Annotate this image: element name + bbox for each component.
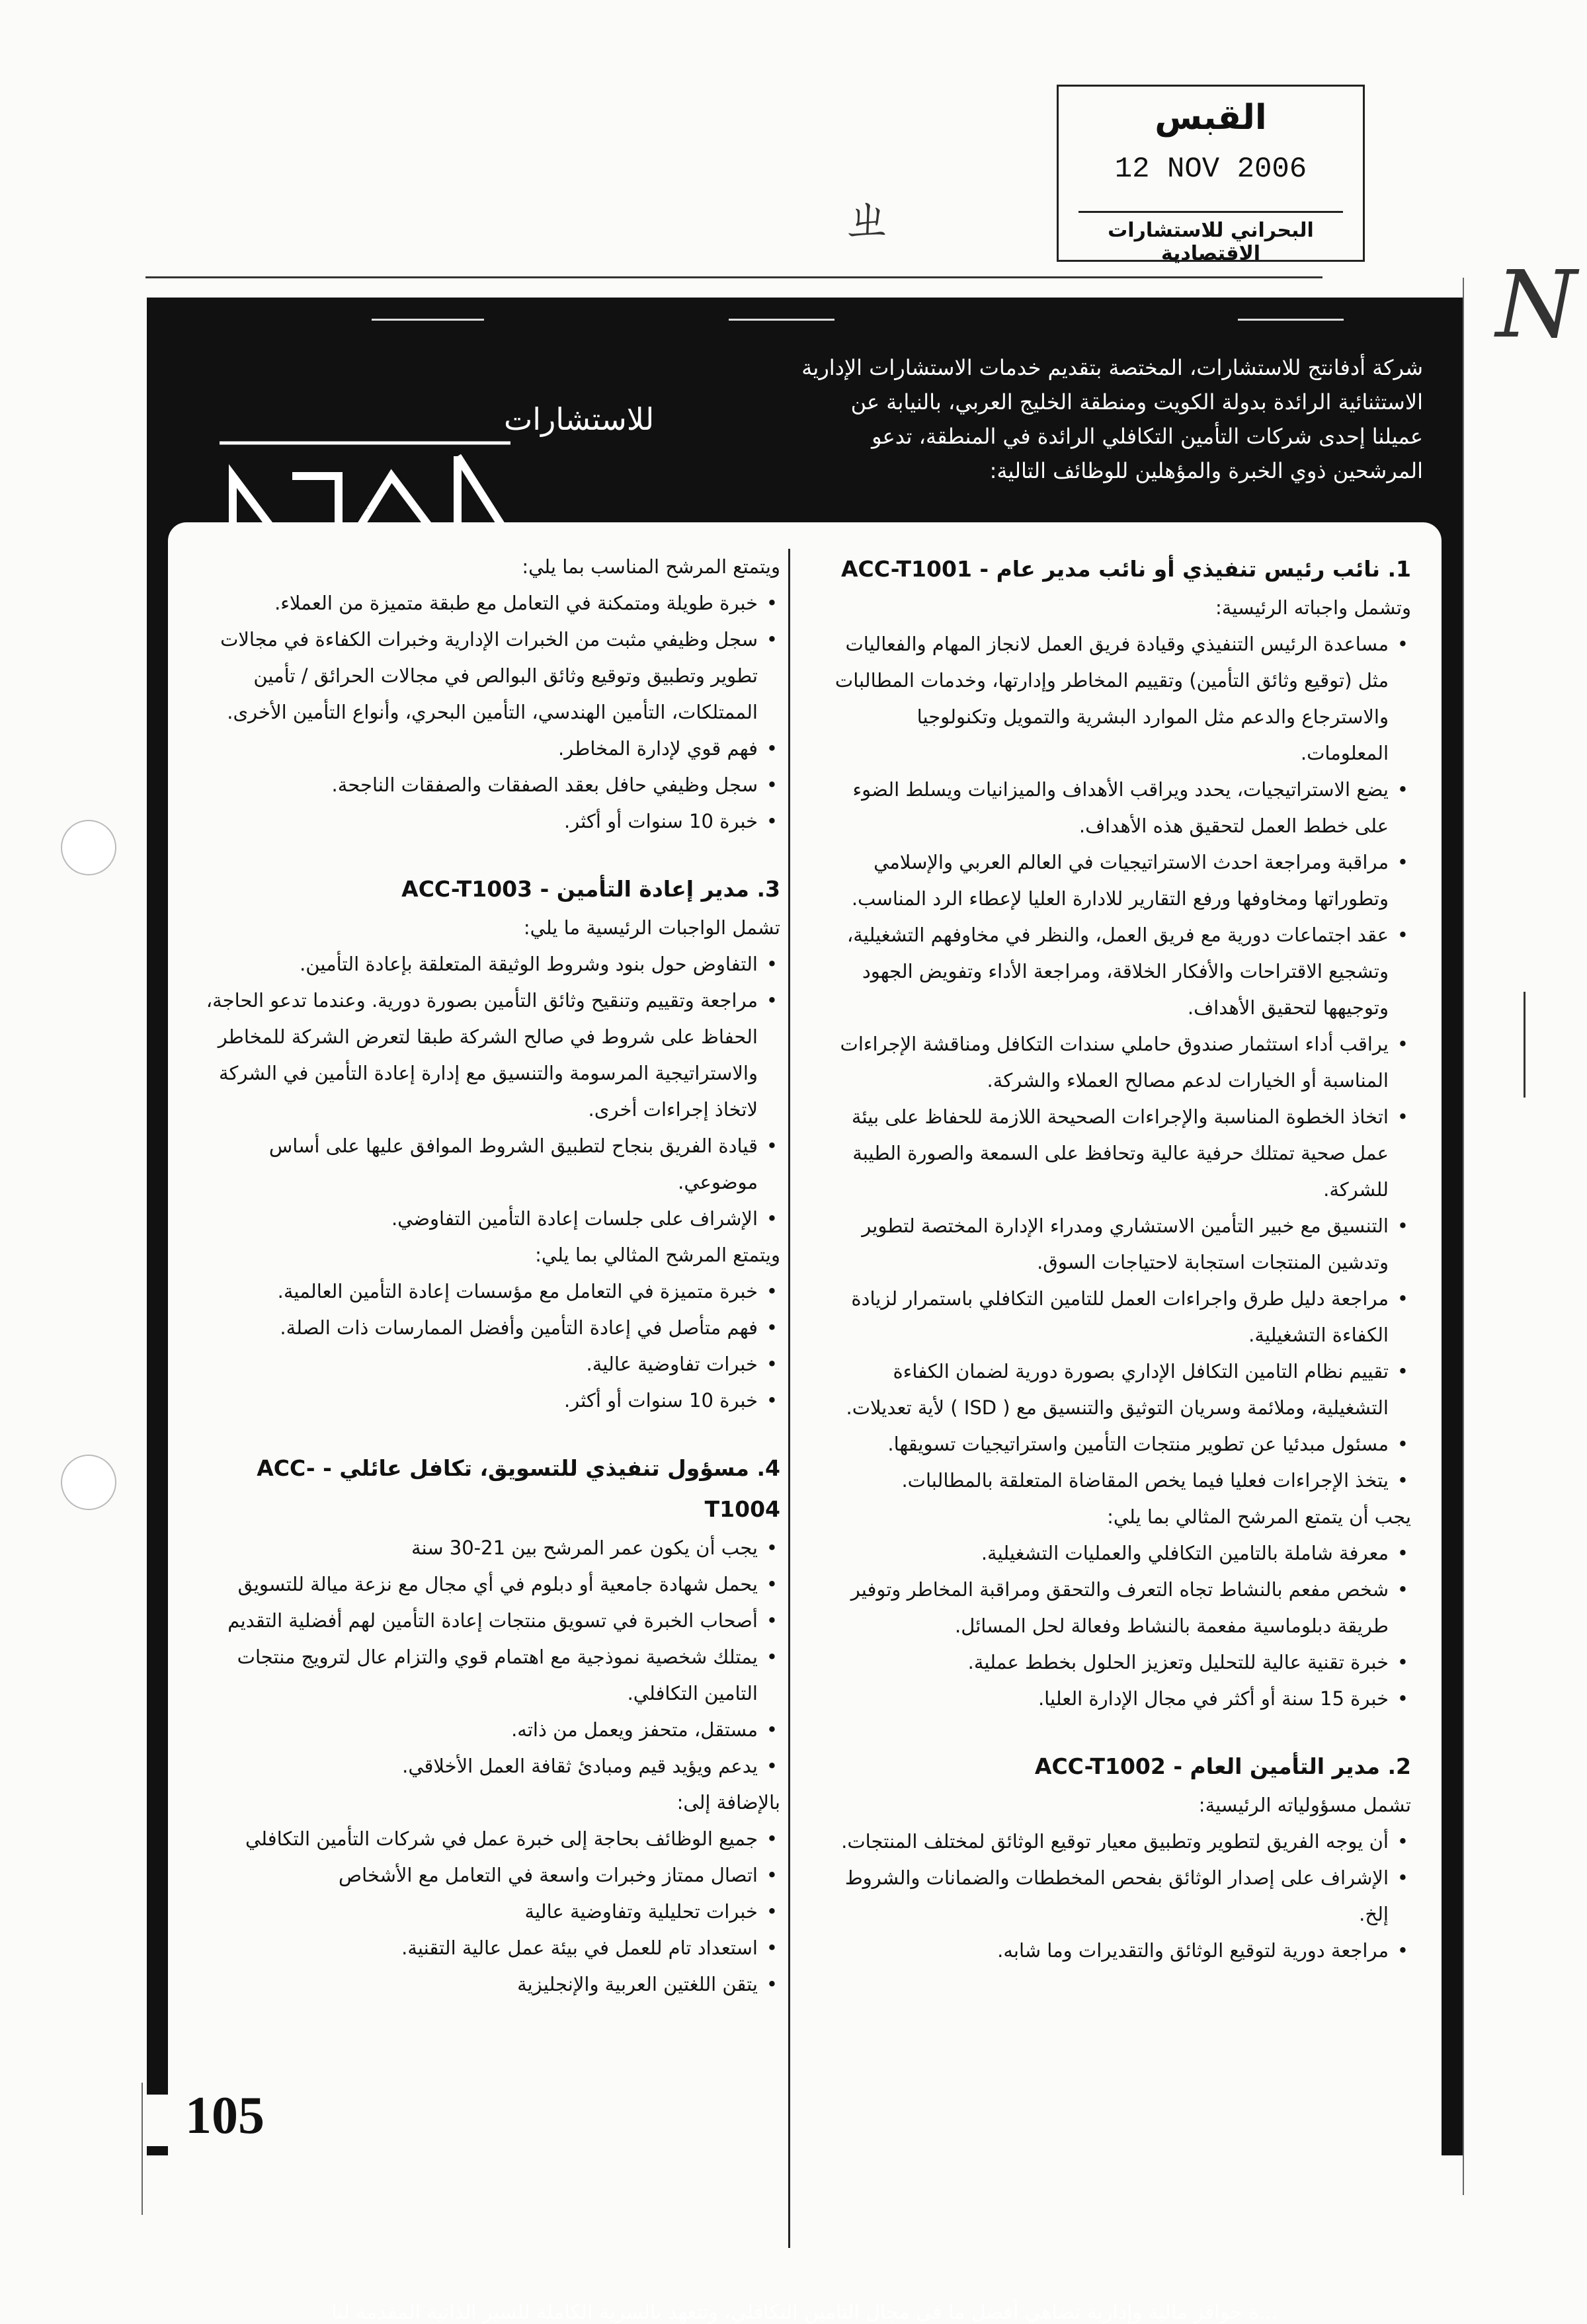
list-item: • الإشراف على جلسات إعادة التأمين التفاوضي.: [205, 1201, 758, 1237]
logo-subtitle: للاستشارات: [504, 401, 655, 437]
list-item: • أن يوجه الفريق لتطوير وتطبيق معيار توقيع الوثائق لمختلف المنتجات.: [829, 1823, 1389, 1860]
list-item: • سجل وظيفي حافل بعقد الصفقات والصفقات الناجحة.: [205, 767, 758, 803]
requirements-list: [829, 1535, 1411, 1717]
job-title: 4. مسؤول تنفيذي للتسويق، تكافل عائلي - ACC-T1004: [257, 1455, 780, 1522]
duties-list: [205, 946, 780, 1237]
list-item: • خبرة 15 سنة أو أكثر في مجال الإدارة العليا.: [829, 1681, 1389, 1717]
list-item: • خبرة متميزة في التعامل مع مؤسسات إعادة التأمين العالمية.: [205, 1273, 758, 1310]
extra-list: [205, 1821, 780, 2003]
list-item: • مراجعة وتقييم وتنقيح وثائق التأمين بصورة دورية. وعندما تدعو الحاجة، الحفاظ على شروط في صالح الشركة طبقا لتعرض الشركة للمخاطر والاستراتيجية المرسومة والتنسيق مع إدارة إعادة التأمين في الشركة لاتخاذ إجراءات أخرى.: [205, 982, 758, 1128]
list-item: • يراقب أداء استثمار صندوق حاملي سندات التكافل ومناقشة الإجراءات المناسبة أو الخيارات لدعم مصالح العملاء والشركة.: [829, 1026, 1389, 1099]
stamp-divider: [1078, 211, 1343, 213]
top-rule: [145, 276, 1322, 278]
handwritten-mark: ㄓ: [841, 188, 894, 249]
banner-rule: [372, 319, 484, 321]
column-divider: [788, 549, 790, 2248]
handwritten-letter: N: [1496, 251, 1577, 359]
job-title: 3. مدير إعادة التأمين - ACC-T1003: [401, 876, 780, 902]
stamp-date: 12 NOV 2006: [1114, 153, 1307, 186]
list-item: • سجل وظيفي مثبت من الخبرات الإدارية وخبرات الكفاءة في مجالات تطوير وتطبيق وتوقيع وثائق البوالص في مجالات الحرائق / تأمين الممتلكات، التأمين الهندسي، التأمين البحري، وأنواع التأمين الأخرى.: [205, 621, 758, 731]
list-item: • يدعم ويؤيد قيم ومبادئ ثقافة العمل الأخلاقي.: [205, 1748, 758, 1784]
list-item: • معرفة شاملة بالتامين التكافلي والعمليات التشغيلية.: [829, 1535, 1389, 1572]
section-intro: تشمل الواجبات الرئيسية ما يلي:: [523, 916, 780, 939]
section-intro: ويتمتع المرشح المثالي بما يلي:: [535, 1244, 780, 1266]
section-intro: تشمل مسؤولياته الرئيسية:: [1198, 1794, 1411, 1816]
list-item: • جميع الوظائف بحاجة إلى خبرة عمل في شركات التأمين التكافلي: [205, 1821, 758, 1857]
job-title: 1. نائب رئيس تنفيذي أو نائب مدير عام - ACC-T1001: [840, 556, 1411, 582]
list-item: • يمتلك شخصية نموذجية مع اهتمام قوي والتزام عال لترويج منتجات التامين التكافلي.: [205, 1639, 758, 1712]
list-item: • يحمل شهادة جامعية أو دبلوم في أي مجال مع نزعة ميالة للتسويق: [205, 1566, 758, 1603]
advertisement-block: [147, 298, 1463, 2324]
list-item: • مستقل، متحفز ويعمل من ذاته.: [205, 1712, 758, 1748]
list-item: • مراجعة دورية لتوقيع الوثائق والتقديرات وما شابه.: [829, 1933, 1389, 1969]
stamp-footer: البحراني للاستشارات الاقتصادية: [1108, 219, 1314, 265]
list-item: • قيادة الفريق بنجاح لتطبيق الشروط الموافق عليها على أساس موضوعي.: [205, 1128, 758, 1201]
list-item: • استعداد تام للعمل في بيئة عمل عالية التقنية.: [205, 1930, 758, 1966]
punch-hole-top: [61, 820, 116, 875]
list-item: • أصحاب الخبرة في تسويق منتجات إعادة التأمين لهم أفضلية التقديم: [205, 1603, 758, 1639]
list-item: • الإشراف على إصدار الوثائق بفحص المخططات والضمانات والشروط إلخ.: [829, 1860, 1389, 1933]
list-item: • اتخاذ الخطوة المناسبة والإجراءات الصحيحة اللازمة للحفاظ على بيئة عمل صحية تمتلك حرفية عالية وتحافظ على السمعة والصورة الطيبة للشركة.: [829, 1099, 1389, 1208]
list-item: • خبرة 10 سنوات أو أكثر.: [205, 1382, 758, 1419]
banner-rule: [729, 319, 834, 321]
list-item: • خبرات تفاوضية عالية.: [205, 1346, 758, 1382]
list-item: • خبرة طويلة ومتمكنة في التعامل مع طبقة متميزة من العملاء.: [205, 585, 758, 621]
job-title: 2. مدير التأمين العام - ACC-T1002: [1034, 1753, 1411, 1779]
requirements-list: [205, 1273, 780, 1419]
list-item: • خبرة تقنية عالية للتحليل وتعزيز الحلول بخطط عملية.: [829, 1644, 1389, 1681]
requirements-list: [205, 1530, 780, 1784]
logo-text: أدفانتج: [365, 508, 369, 510]
list-item: • يتقن اللغتين العربية والإنجليزية: [205, 1966, 758, 2003]
section-intro: يجب أن يتمتع المرشح المثالي بما يلي:: [1107, 1505, 1411, 1528]
list-item: • تقييم نظام التامين التكافل الإداري بصورة دورية لضمان الكفاءة التشغيلية، وملائمة وسريان التوثيق والتنسيق مع ( ISD ) لأية تعديلات.: [829, 1353, 1389, 1426]
banner-rule: [1238, 319, 1344, 321]
requirements-list: [205, 585, 780, 840]
list-item: • شخص مفعم بالنشاط تجاه التعرف والتحقق ومراقبة المخاطر وتوفير طريقة دبلوماسية مفعمة بالنشاط وفعالة لحل المسائل.: [829, 1572, 1389, 1644]
list-item: • مراجعة دليل طرق واجراءات العمل للتامين التكافلي باستمرار لزيادة الكفاءة التشغيلية.: [829, 1281, 1389, 1353]
page-number: 105: [185, 2087, 264, 2145]
list-item: • يجب أن يكون عمر المرشح بين 21-30 سنة: [205, 1530, 758, 1566]
list-item: • خبرات تحليلية وتفاوضية عالية: [205, 1894, 758, 1930]
crop-line-right: [1463, 278, 1464, 2195]
list-item: • فهم قوي لإدارة المخاطر.: [205, 731, 758, 767]
content-panel: [168, 522, 1442, 2281]
margin-bracket: [1514, 992, 1526, 1098]
list-item: • فهم متأصل في إعادة التأمين وأفضل الممارسات ذات الصلة.: [205, 1310, 758, 1346]
list-item: • اتصال ممتاز وخبرات واسعة في التعامل مع الأشخاص: [205, 1857, 758, 1894]
section-intro: ويتمتع المرشح المناسب بما يلي:: [522, 555, 780, 578]
list-item: • التنسيق مع خبير التأمين الاستشاري ومدراء الإدارة المختصة لتطوير وتدشين المنتجات استجابة لاحتياجات السوق.: [829, 1208, 1389, 1281]
list-item: • التفاوض حول بنود وشروط الوثيقة المتعلقة بإعادة التأمين.: [205, 946, 758, 982]
list-item: • مسئول مبدئيا عن تطوير منتجات التأمين واستراتيجيات تسويقها.: [829, 1426, 1389, 1463]
right-column: [829, 549, 1411, 1969]
punch-hole-bottom: [61, 1455, 116, 1510]
footer-note: ...ة حوافز مالية وإدارية تضاهي أفضل ما في مجال التامين التكافلي، وتتعهد بالسرية الكاملة للسير الذاتية المقدمة لنا: [331, 2301, 1278, 2324]
left-column: [205, 549, 780, 2003]
list-item: • مساعدة الرئيس التنفيذي وقيادة فريق العمل لانجاز المهام والفعاليات مثل (توقيع وثائق التأمين) وتقييم المخاطر وإدارتها، وخدمات المطالبات والاسترجاع والدعم مثل الموارد البشرية والتمويل وتكنولوجيا المعلومات.: [829, 626, 1389, 772]
list-item: • خبرة 10 سنوات أو أكثر.: [205, 803, 758, 840]
stamp-newspaper-logo: القبس: [1155, 98, 1267, 138]
list-item: • مراقبة ومراجعة احدث الاستراتيجيات في العالم العربي والإسلامي وتطوراتها ومخاوفها ورفع التقارير للادارة العليا لإعطاء الرد المناسب.: [829, 844, 1389, 917]
intro-text: شركة أدفانتج للاستشارات، المختصة بتقديم خدمات الاستشارات الإدارية الاستثنائية الرائدة بدولة الكويت ومنطقة الخليج العربي، بالنيابة عن عميلنا إحدى شركات التأمين التكافلي الرائدة في المنطقة، تدعو المرشحين ذوي الخبرة والمؤهلين للوظائف التالية:: [801, 355, 1423, 483]
list-item: • يتخذ الإجراءات فعليا فيما يخص المقاضاة المتعلقة بالمطالبات.: [829, 1463, 1389, 1499]
duties-list: [829, 626, 1411, 1499]
duties-list: [829, 1823, 1411, 1969]
received-stamp: [1057, 85, 1365, 265]
list-item: • عقد اجتماعات دورية مع فريق العمل، والنظر في مخاوفهم التشغيلية، وتشجيع الاقتراحات والأفكار الخلاقة، ومراجعة الأداء وتفويض الجهود وتوجيهها لتحقيق الأهداف.: [829, 917, 1389, 1026]
section-intro: بالإضافة إلى:: [676, 1791, 780, 1814]
section-intro: وتشمل واجباته الرئيسية:: [1215, 596, 1411, 619]
list-item: • يضع الاستراتيجيات، يحدد ويراقب الأهداف والميزانيات ويسلط الضوء على خطط العمل لتحقيق هذه الأهداف.: [829, 772, 1389, 844]
